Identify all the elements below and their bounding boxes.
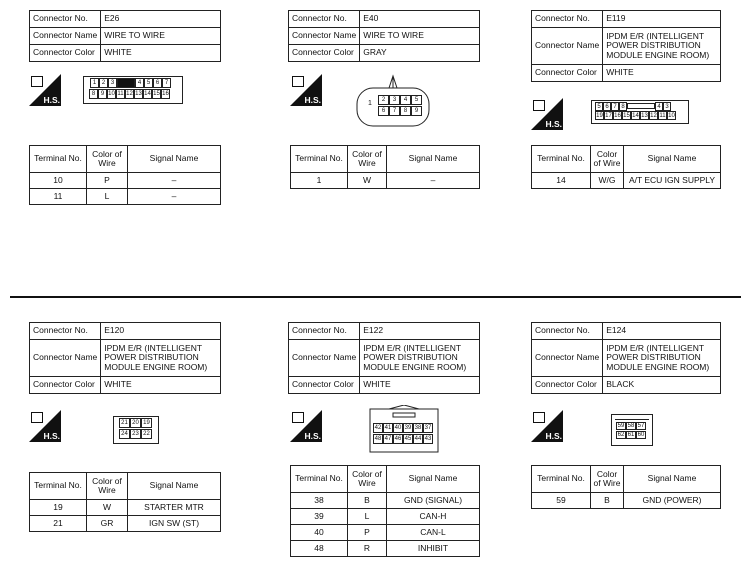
pin: 16 (614, 113, 621, 119)
wire-cell: B (348, 493, 387, 509)
pin: 46 (394, 436, 402, 442)
pin: 10 (668, 113, 675, 119)
pin: 41 (384, 425, 392, 431)
connector-no-value: E122 (360, 323, 480, 340)
pin: 17 (605, 113, 612, 119)
terminal-no-header: Terminal No. (30, 146, 87, 173)
pin: 13 (641, 113, 648, 119)
connector-info-table (531, 10, 721, 82)
pin: 15 (623, 113, 630, 119)
terminal-no-header: Terminal No. (532, 466, 591, 493)
signal-cell: CAN-L (387, 525, 480, 541)
pin: 24 (119, 429, 130, 439)
connector-no-value: E120 (101, 323, 221, 340)
signal-name-header: Signal Name (624, 146, 721, 173)
pin: 57 (637, 423, 645, 429)
terminal-cell: 10 (30, 173, 87, 189)
connector-no-label: Connector No. (289, 323, 360, 340)
pin: 48 (374, 436, 382, 442)
wire-cell: L (348, 509, 387, 525)
connector-info-table (531, 322, 721, 394)
connector-panel-e122 (288, 322, 480, 394)
connector-color-label: Connector Color (289, 377, 360, 394)
terminal-no-header: Terminal No. (291, 466, 348, 493)
wire-color-header: Color of Wire (591, 146, 624, 173)
connector-name-label: Connector Name (532, 28, 603, 65)
wire-cell: R (348, 541, 387, 557)
connector-color-value: WHITE (101, 377, 221, 394)
pin: 16 (162, 91, 169, 97)
pin: 20 (130, 418, 141, 428)
hs-label: H.S. (545, 119, 562, 129)
wire-color-header: Color of Wire (348, 146, 387, 173)
connector-no-label: Connector No. (532, 11, 603, 28)
pin: 6 (603, 102, 611, 111)
terminal-table-e119 (531, 145, 721, 189)
pin: 43 (424, 436, 432, 442)
wire-cell: B (591, 493, 624, 509)
table-row (291, 509, 480, 525)
wire-color-header: Color of Wire (348, 466, 387, 493)
pin: 47 (384, 436, 392, 442)
pin: 58 (627, 423, 635, 429)
terminal-cell: 40 (291, 525, 348, 541)
connector-name-value: IPDM E/R (INTELLIGENT POWER DISTRIBUTION MODULE ENGINE ROOM) (360, 340, 480, 377)
connector-color-value: GRAY (360, 45, 480, 62)
terminal-cell: 21 (30, 516, 87, 532)
connector-name-value: WIRE TO WIRE (101, 28, 221, 45)
connector-no-label: Connector No. (30, 323, 101, 340)
connector-color-value: BLACK (603, 377, 721, 394)
pin-key-slot (627, 103, 655, 109)
table-row (532, 173, 721, 189)
terminal-table-e120 (29, 472, 221, 532)
pin-grid (373, 423, 433, 444)
pin: 38 (414, 425, 422, 431)
connector-key-line (615, 419, 649, 420)
connector-face-e26 (83, 76, 183, 104)
table-row (291, 541, 480, 557)
wire-cell: W (348, 173, 387, 189)
signal-cell: GND (SIGNAL) (387, 493, 480, 509)
pin: 37 (424, 425, 432, 431)
terminal-cell: 38 (291, 493, 348, 509)
pin: 4 (135, 78, 144, 88)
pin: 5 (595, 102, 603, 111)
hs-label: H.S. (43, 95, 60, 105)
connector-name-value: IPDM E/R (INTELLIGENT POWER DISTRIBUTION MODULE ENGINE ROOM) (101, 340, 221, 377)
connector-face-e119 (591, 100, 689, 124)
hs-label: H.S. (304, 95, 321, 105)
connector-no-value: E40 (360, 11, 480, 28)
pin: 23 (130, 429, 141, 439)
connector-panel-e124 (531, 322, 721, 394)
connector-no-value: E26 (101, 11, 221, 28)
pin: 2 (99, 78, 108, 88)
pin: 60 (637, 432, 645, 438)
pin: 15 (153, 91, 160, 97)
terminal-no-header: Terminal No. (291, 146, 348, 173)
pin: 6 (153, 78, 162, 88)
pin: 39 (404, 425, 412, 431)
pin: 8 (400, 106, 411, 116)
connector-name-label: Connector Name (289, 340, 360, 377)
signal-cell: CAN-H (387, 509, 480, 525)
pin: 22 (141, 429, 152, 439)
wire-color-header: Color of Wire (87, 146, 128, 173)
pin: 3 (663, 102, 671, 111)
pin: 6 (378, 106, 389, 116)
connector-panel-e26 (29, 10, 221, 62)
table-row (30, 500, 221, 516)
connector-panel-e40 (288, 10, 480, 62)
pin: 11 (117, 91, 124, 97)
signal-cell: INHIBIT (387, 541, 480, 557)
connector-color-label: Connector Color (532, 65, 603, 82)
connector-name-label: Connector Name (289, 28, 360, 45)
pin: 7 (389, 106, 400, 116)
signal-cell: GND (POWER) (624, 493, 721, 509)
hs-label: H.S. (304, 431, 321, 441)
signal-cell: – (387, 173, 480, 189)
signal-name-header: Signal Name (128, 146, 221, 173)
connector-color-value: WHITE (360, 377, 480, 394)
terminal-table-e26 (29, 145, 221, 205)
table-row (30, 173, 221, 189)
pin: 4 (400, 95, 411, 105)
connector-face-e120 (113, 416, 159, 444)
connector-color-value: WHITE (101, 45, 221, 62)
connector-name-value: WIRE TO WIRE (360, 28, 480, 45)
hs-badge-icon (290, 74, 322, 106)
wire-color-header: Color of Wire (87, 473, 128, 500)
signal-cell: – (128, 173, 221, 189)
connector-no-label: Connector No. (532, 323, 603, 340)
pin: 2 (378, 95, 389, 105)
connector-name-value: IPDM E/R (INTELLIGENT POWER DISTRIBUTION MODULE ENGINE ROOM) (603, 340, 721, 377)
terminal-cell: 11 (30, 189, 87, 205)
table-row (291, 493, 480, 509)
pin: 61 (627, 432, 635, 438)
terminal-cell: 1 (291, 173, 348, 189)
pin: 8 (89, 89, 98, 99)
pin: 13 (135, 91, 142, 97)
terminal-cell: 14 (532, 173, 591, 189)
wire-cell: GR (87, 516, 128, 532)
connector-no-label: Connector No. (30, 11, 101, 28)
section-divider (10, 296, 741, 298)
connector-color-value: WHITE (603, 65, 721, 82)
pin: 19 (141, 418, 152, 428)
connector-color-label: Connector Color (30, 377, 101, 394)
pin: 12 (650, 113, 657, 119)
pin: 21 (119, 418, 130, 428)
signal-cell: – (128, 189, 221, 205)
signal-cell: STARTER MTR (128, 500, 221, 516)
pin-grid (378, 95, 422, 116)
pin: 44 (414, 436, 422, 442)
connector-name-label: Connector Name (532, 340, 603, 377)
terminal-table-e40 (290, 145, 480, 189)
pin: 14 (144, 91, 151, 97)
connector-panel-e120 (29, 322, 221, 394)
connector-no-label: Connector No. (289, 11, 360, 28)
connector-color-label: Connector Color (30, 45, 101, 62)
terminal-table-e124 (531, 465, 721, 509)
table-row (30, 189, 221, 205)
terminal-table-e122 (290, 465, 480, 557)
pin: 1 (368, 100, 372, 107)
terminal-cell: 19 (30, 500, 87, 516)
connector-info-table (288, 10, 480, 62)
hs-label: H.S. (545, 431, 562, 441)
pin: 3 (108, 78, 117, 88)
hs-badge-icon (290, 410, 322, 442)
wire-color-header: Color of Wire (591, 466, 624, 493)
terminal-cell: 39 (291, 509, 348, 525)
terminal-no-header: Terminal No. (30, 473, 87, 500)
signal-name-header: Signal Name (387, 146, 480, 173)
pin: 11 (659, 113, 666, 119)
connector-info-table (29, 10, 221, 62)
connector-panel-e119 (531, 10, 721, 82)
pin: 1 (90, 78, 99, 88)
pin: 9 (98, 89, 107, 99)
pin: 9 (411, 106, 422, 116)
pin: 5 (144, 78, 153, 88)
pin: 12 (126, 91, 133, 97)
table-row (291, 173, 480, 189)
wire-cell: P (87, 173, 128, 189)
pin: 7 (162, 78, 171, 88)
table-row (30, 516, 221, 532)
pin: 5 (411, 95, 422, 105)
signal-cell: A/T ECU IGN SUPPLY (624, 173, 721, 189)
signal-cell: IGN SW (ST) (128, 516, 221, 532)
pin-key-block (117, 78, 135, 88)
terminal-cell: 48 (291, 541, 348, 557)
signal-name-header: Signal Name (128, 473, 221, 500)
hs-badge-icon (29, 74, 61, 106)
wire-cell: L (87, 189, 128, 205)
connector-info-table (29, 322, 221, 394)
signal-name-header: Signal Name (624, 466, 721, 493)
terminal-no-header: Terminal No. (532, 146, 591, 173)
hs-label: H.S. (43, 431, 60, 441)
pin: 4 (655, 102, 663, 111)
connector-color-label: Connector Color (289, 45, 360, 62)
table-row (532, 493, 721, 509)
terminal-cell: 59 (532, 493, 591, 509)
pin: 62 (617, 432, 625, 438)
hs-badge-icon (531, 98, 563, 130)
hs-badge-icon (29, 410, 61, 442)
pin: 10 (108, 91, 115, 97)
connector-no-value: E119 (603, 11, 721, 28)
table-row (291, 525, 480, 541)
connector-name-label: Connector Name (30, 340, 101, 377)
pin: 8 (619, 102, 627, 111)
connector-name-value: IPDM E/R (INTELLIGENT POWER DISTRIBUTION MODULE ENGINE ROOM) (603, 28, 721, 65)
wire-cell: W/G (591, 173, 624, 189)
pin: 40 (394, 425, 402, 431)
pin: 19 (596, 113, 603, 119)
signal-name-header: Signal Name (387, 466, 480, 493)
hs-badge-icon (531, 410, 563, 442)
connector-color-label: Connector Color (532, 377, 603, 394)
connector-name-label: Connector Name (30, 28, 101, 45)
pin: 3 (389, 95, 400, 105)
pin: 59 (617, 423, 625, 429)
connector-no-value: E124 (603, 323, 721, 340)
pin: 7 (611, 102, 619, 111)
pin: 42 (374, 425, 382, 431)
connector-info-table (288, 322, 480, 394)
wire-cell: W (87, 500, 128, 516)
connector-face-e124 (611, 414, 653, 446)
pin: 14 (632, 113, 639, 119)
wire-cell: P (348, 525, 387, 541)
pin: 45 (404, 436, 412, 442)
